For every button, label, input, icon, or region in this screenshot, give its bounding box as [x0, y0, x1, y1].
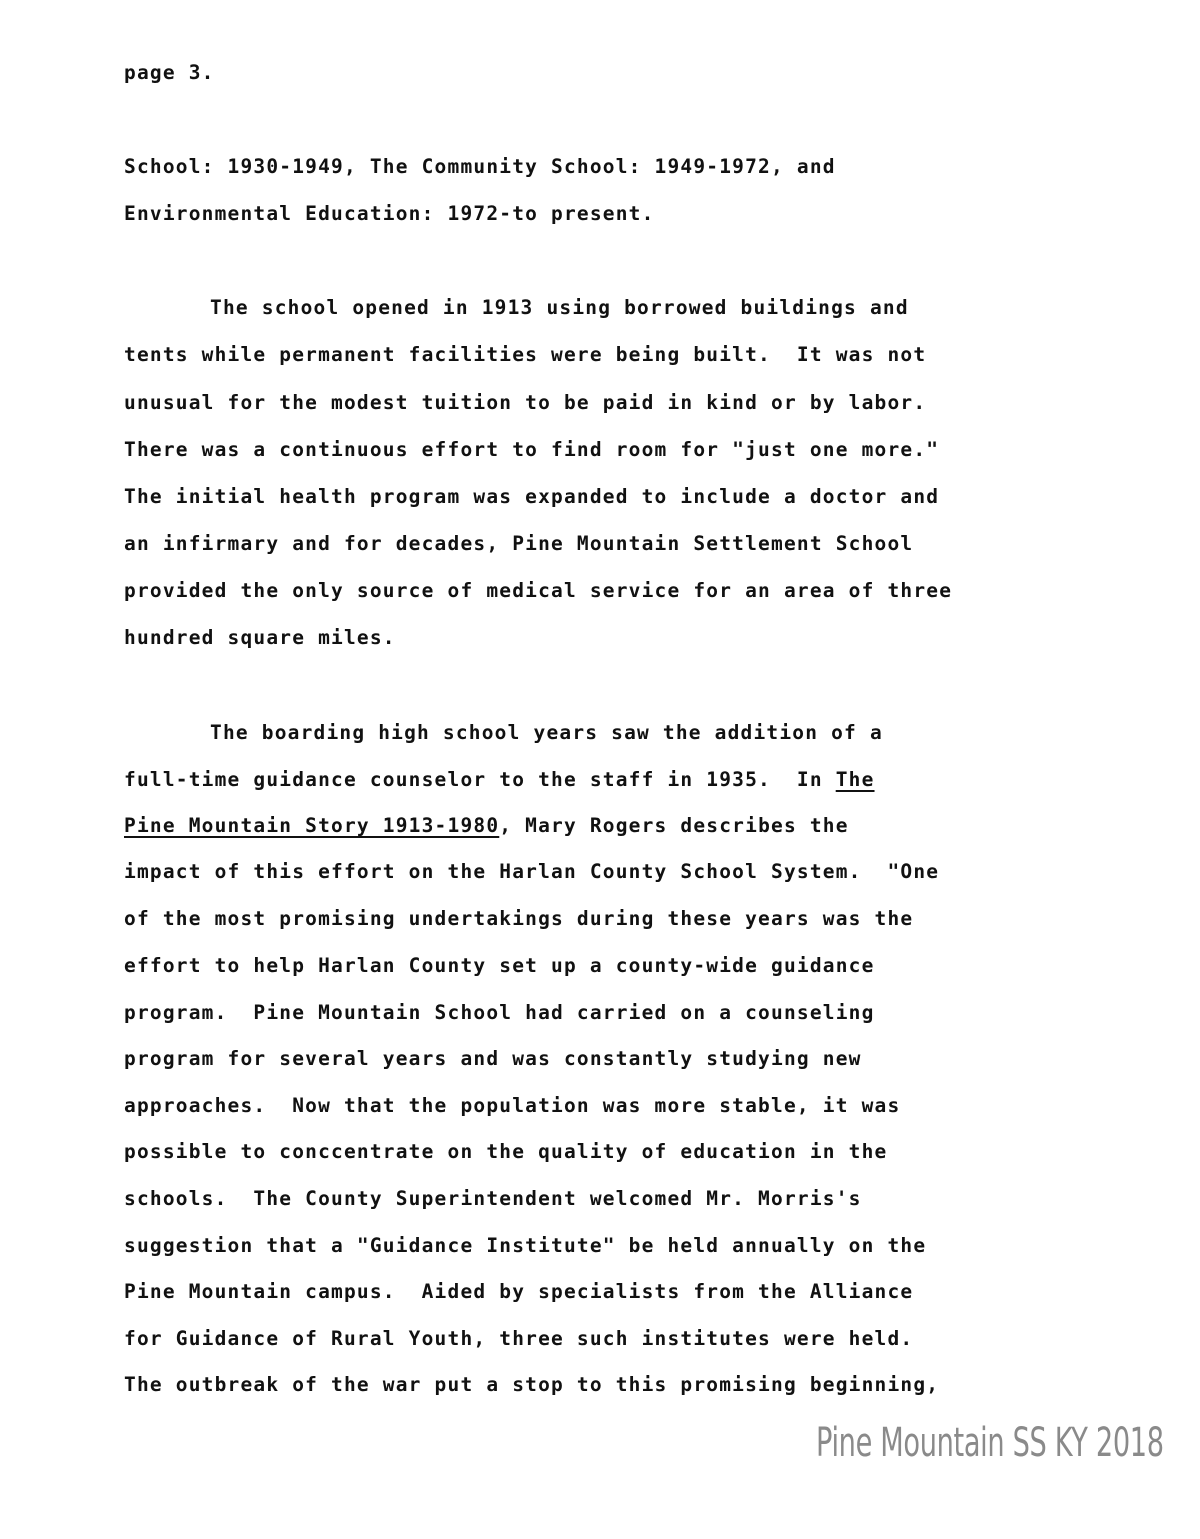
paragraph1-line: an infirmary and for decades, Pine Mountain Settlement School: [124, 532, 914, 555]
intro-line: Environmental Education: 1972-to present.: [124, 202, 655, 225]
paragraph2-line: [124, 768, 875, 792]
paragraph2-line: The outbreak of the war put a stop to this promising beginning,: [124, 1373, 940, 1396]
paragraph1-line: The initial health program was expanded to include a doctor and: [124, 485, 940, 508]
paragraph2-line: program. Pine Mountain School had carried on a counseling: [124, 1001, 875, 1024]
paragraph1-line: There was a continuous effort to find room for "just one more.": [124, 438, 940, 461]
paragraph2-line: suggestion that a "Guidance Institute" be held annually on the: [124, 1234, 927, 1257]
paragraph2-line: possible to conccentrate on the quality of education in the: [124, 1140, 888, 1163]
page-label: page 3.: [124, 61, 215, 84]
paragraph2-line: impact of this effort on the Harlan County School System. "One: [124, 860, 940, 883]
paragraph1-line: provided the only source of medical service for an area of three: [124, 579, 953, 602]
paragraph1-line: tents while permanent facilities were being built. It was not: [124, 343, 927, 366]
paragraph2-line: The boarding high school years saw the addition of a: [210, 721, 883, 744]
paragraph2-line: effort to help Harlan County set up a county-wide guidance: [124, 954, 875, 977]
watermark: Pine Mountain SS KY 2018: [816, 1420, 1164, 1466]
paragraph2-text: full-time guidance counselor to the staff in 1935. In: [124, 768, 836, 791]
paragraph2-line: for Guidance of Rural Youth, three such institutes were held.: [124, 1327, 914, 1350]
paragraph2-line: of the most promising undertakings during these years was the: [124, 907, 914, 930]
paragraph2-line: approaches. Now that the population was more stable, it was: [124, 1094, 901, 1117]
book-title-part: Pine Mountain Story 1913-1980: [124, 814, 500, 837]
paragraph2-text: , Mary Rogers describes the: [499, 814, 849, 837]
paragraph1-line: The school opened in 1913 using borrowed buildings and: [210, 296, 909, 319]
paragraph2-line: [124, 814, 849, 838]
intro-line: School: 1930-1949, The Community School: 1949-1972, and: [124, 155, 836, 178]
paragraph2-line: schools. The County Superintendent welcomed Mr. Morris's: [124, 1187, 862, 1210]
paragraph2-line: program for several years and was constantly studying new: [124, 1047, 862, 1070]
paragraph1-line: unusual for the modest tuition to be paid in kind or by labor.: [124, 391, 927, 414]
book-title-part: The: [835, 768, 875, 791]
paragraph1-line: hundred square miles.: [124, 626, 396, 649]
paragraph2-line: Pine Mountain campus. Aided by specialists from the Alliance: [124, 1280, 914, 1303]
